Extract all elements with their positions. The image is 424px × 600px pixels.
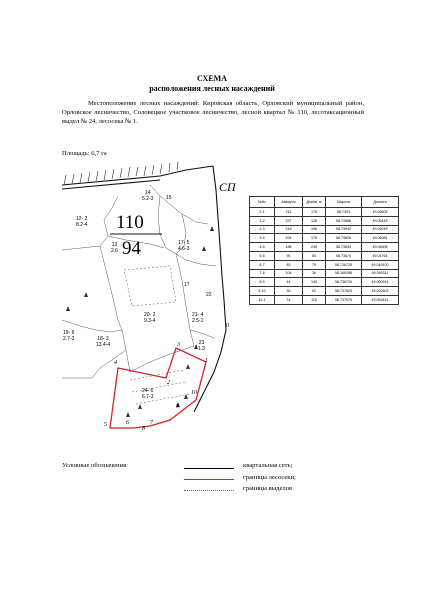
compartment-id: 13 [111,242,118,248]
compartment-sub: 8.2-4 [76,222,88,228]
table-cell: 211 [275,208,303,217]
legend-title: Условные обозначения: [62,462,128,469]
table-cell: 58.73826 [326,234,362,243]
division-lines [124,266,190,404]
table-cell: 49.05448 [362,216,399,225]
table-cell: 83 [275,260,303,269]
table-cell: 49.050914 [362,278,399,287]
location-description-text: Местоположение лесных насаждений: Кировская область, Орловский муниципальный район, Орловское лесничество, Соловецкое участковое лесничество, лесной квартал № 110, лесотаксационный выдел № 24, лесосека № 1. [62,100,364,125]
compartment-21 [192,312,203,324]
compartment-sub: 2.6 [111,248,118,254]
table-row [250,251,399,260]
compartment-id: 14 [144,190,151,196]
table-cell: 2-3 [250,225,275,234]
table-cell: 31 [275,295,303,304]
table-cell: 58.73888 [326,216,362,225]
legend-item-cutting: границы лесосеки; [243,474,296,481]
table-cell: 49.05608 [362,208,399,217]
compartment-sub: 2.7-3 [63,336,75,342]
compartment-id: 20- 2 [144,312,156,318]
table-cell: 49.04808 [362,243,399,252]
compartment-19 [63,330,74,342]
table-cell: 58.737975 [326,295,362,304]
table-cell: 0-1 [250,208,275,217]
table-cell: 49.053441 [362,295,399,304]
point-2: 2 [167,380,170,386]
point-7: 7 [150,420,153,426]
table-cell: 178 [303,234,326,243]
compartment-id: 23 [198,340,205,346]
legend-item-quarter: квартальная сеть; [243,462,293,469]
table-cell: 58.73674 [326,251,362,260]
table-cell: 36 [303,269,326,278]
table-row [250,295,399,304]
table-row [250,225,399,234]
table-cell: 5-6 [250,251,275,260]
compartment-17: 17 [184,282,190,288]
table-cell: 49.05081 [362,234,399,243]
col-header: Длина, м [303,197,326,208]
table-cell: 49.049100 [362,260,399,269]
compartment-sub: 6.7-3 [142,394,154,400]
table-cell: 58.736729 [326,278,362,287]
table-cell: 245 [303,243,326,252]
document-subtitle: расположения лесных насаждений [149,84,275,93]
table-cell: 186 [275,243,303,252]
table-row [250,287,399,296]
table-cell: 140 [303,278,326,287]
compartment-22: 22 [206,292,212,298]
table-cell: 294 [275,234,303,243]
compartment-sub: 13.4-4 [96,342,111,348]
sp-label: СП [219,180,236,194]
table-cell: 44 [275,278,303,287]
compartment-18 [96,336,110,348]
table-cell: 10-1 [250,295,275,304]
legend-item-compartment: границы выделов [243,485,293,492]
point-5: 5 [104,422,107,428]
legend-quarter-line [184,468,234,469]
point-4: 4 [114,360,117,366]
table-cell: 1-2 [250,216,275,225]
compartment-id: 19- 6 [63,330,75,336]
table-cell: 7-8 [250,269,275,278]
table-cell: 128 [303,216,326,225]
legend-compartment-line [184,490,234,491]
point-8: 8 [142,426,145,432]
table-cell: 49.050311 [362,269,399,278]
compartment-17-5 [178,240,189,252]
table-cell: 49.04764 [362,251,399,260]
point-1: 1 [205,358,208,364]
compartment-24 [142,388,153,400]
quarter-area: 94 [122,238,141,259]
col-header: Долгота [362,197,399,208]
cutting-area-boundary [110,348,206,428]
compartment-23 [198,340,205,352]
compartment-15: 15 [166,195,172,201]
compartment-id: 18- 2 [97,336,109,342]
point-0: 0 [226,323,229,329]
compartment-id: 12- 2 [76,216,88,222]
compartment-sub: 2.5-1 [192,318,204,324]
table-row [250,260,399,269]
table-cell: 62 [303,287,326,296]
table-cell: 9-10 [250,287,275,296]
compartment-id: 21- 4 [192,312,204,318]
table-row [250,216,399,225]
col-header: №№ [250,197,275,208]
compartment-id: 24- 6 [142,388,154,394]
table-cell: 4-5 [250,243,275,252]
table-row [250,208,399,217]
table-cell: 104 [275,269,303,278]
compartment-14 [142,190,153,202]
quarter-network [62,166,226,412]
point-3: 3 [177,342,180,348]
table-cell: 216 [275,225,303,234]
compartment-sub: 5.2-3 [142,196,154,202]
point-6: 6 [126,420,129,426]
document-title: СХЕМА [196,74,227,83]
table-cell: 75 [303,260,326,269]
quarter-number: 110 [116,212,144,233]
compartment-sub: 9.3-4 [144,318,156,324]
table-cell: 3-4 [250,234,275,243]
legend-cutting-line [184,479,234,480]
table-cell: 49.05249 [362,225,399,234]
point-9: 9 [176,404,179,410]
compartment-20 [144,312,155,324]
table-cell: 30 [275,287,303,296]
table-cell: 58.737623 [326,287,362,296]
table-cell: 84 [303,251,326,260]
col-header: Азимуты [275,197,303,208]
table-row [250,278,399,287]
compartment-sub: 4.6-3 [178,246,190,252]
table-cell: 90 [275,251,303,260]
compartment-sub: 1.3 [198,346,205,352]
table-cell: 58.736729 [326,260,362,269]
table-row [250,269,399,278]
table-cell: 6-7 [250,260,275,269]
compartment-id: 17- 5 [178,240,190,246]
table-cell: 297 [275,216,303,225]
table-cell: 8-9 [250,278,275,287]
table-cell: 58.169288 [326,269,362,278]
table-row [250,243,399,252]
table-cell: 115 [303,295,326,304]
table-cell: 156 [303,225,326,234]
table-cell: 49.052602 [362,287,399,296]
table-header-row [250,197,399,208]
table-cell: 58.73942 [326,225,362,234]
col-header: Широта [326,197,362,208]
area-text: Площадь: 6,7 га [62,150,107,157]
table-cell: 58.7403 [326,208,362,217]
table-cell: 175 [303,208,326,217]
table-cell: 58.73893 [326,243,362,252]
point-10: 10 [191,390,197,396]
compartment-13 [111,242,118,254]
table-row [250,234,399,243]
compartment-12 [76,216,87,228]
border-hatch [64,162,178,185]
coordinates-table [249,196,399,305]
table-body [250,208,399,305]
